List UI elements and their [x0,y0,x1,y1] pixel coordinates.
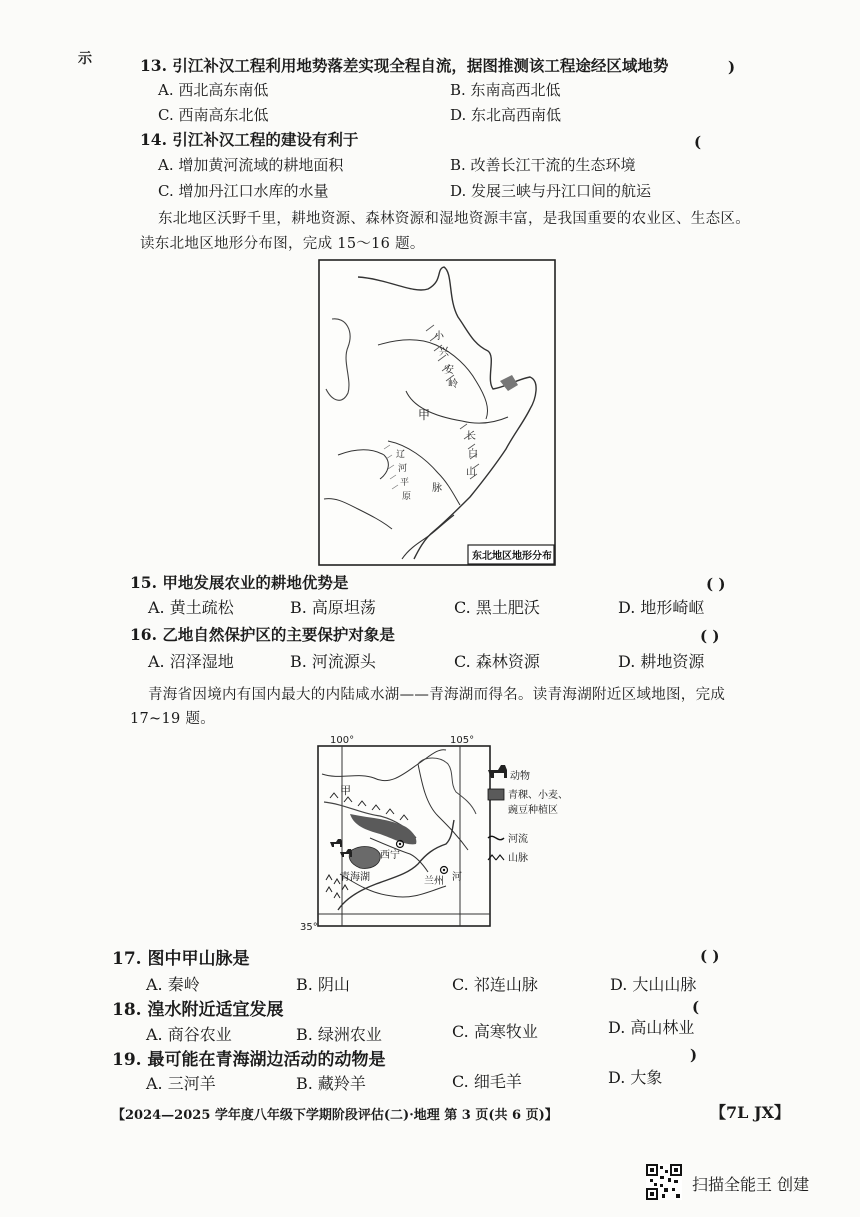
q19-option-c[interactable]: C. 细毛羊 [452,1072,522,1091]
q13-option-a[interactable]: A. 西北高东南低 [158,81,269,99]
q17-option-c[interactable]: C. 祁连山脉 [452,975,538,994]
q15-answer-paren: ( ) [706,575,726,593]
map2-label-xining: 西宁 [380,850,400,861]
corner-mark: 示 [78,51,92,67]
qr-code-icon [646,1164,682,1200]
page-footer: 【2024—2025 学年度八年级下学期阶段评估(二)·地理 第 3 页(共 6 页)】 [112,1108,558,1123]
q18-option-d[interactable]: D. 高山林业 [608,1018,695,1037]
legend-crop-icon [488,789,504,800]
q16-answer-paren: ( ) [700,627,720,645]
map1-caption: 东北地区地形分布 [472,551,552,562]
q16-option-b[interactable]: B. 河流源头 [290,652,376,671]
q19-answer-paren: ) [690,1046,698,1064]
paper-code: 【7L JX】 [710,1103,790,1122]
map2-label-jia: 甲 [340,784,351,797]
map2-label-qinghaihu: 青海湖 [340,872,370,883]
map1-label-xiao: 小 [434,331,444,342]
q19-option-a[interactable]: A. 三河羊 [146,1074,216,1093]
q14-option-c[interactable]: C. 增加丹江口水库的水量 [158,182,329,200]
q14-option-b[interactable]: B. 改善长江干流的生态环境 [450,156,636,174]
q17-option-b[interactable]: B. 阴山 [296,975,350,994]
q14-stem: 14. 引江补汉工程的建设有利于 [140,130,359,149]
map2-lon-100: 100° [330,735,355,746]
q18-option-a[interactable]: A. 商谷农业 [146,1025,232,1044]
legend-animal-label: 动物 [510,771,530,782]
map1-label-yuan: 原 [402,492,412,502]
northeast-terrain-map [318,259,556,566]
q17-answer-paren: ( ) [700,947,720,965]
map2-lat-35: 35° [300,922,318,933]
intro-northeast-line1: 东北地区沃野千里，耕地资源、森林资源和湿地资源丰富，是我国重要的农业区、生态区。 [158,211,750,227]
q15-option-d[interactable]: D. 地形崎岖 [618,598,705,617]
map1-label-mai: 脉 [432,483,442,494]
q15-stem: 15. 甲地发展农业的耕地优势是 [130,573,349,592]
map1-label-bai: 白 [468,449,478,460]
map1-label-he: 河 [398,464,408,474]
q18-stem: 18. 湟水附近适宜发展 [112,1000,284,1020]
q13-option-d[interactable]: D. 东北高西南低 [450,106,562,124]
q14-option-a[interactable]: A. 增加黄河流域的耕地面积 [158,156,344,174]
q19-option-d[interactable]: D. 大象 [608,1068,663,1087]
q16-option-d[interactable]: D. 耕地资源 [618,652,705,671]
q17-stem: 17. 图中甲山脉是 [112,949,250,969]
map1-label-chang: 长 [466,431,476,442]
q18-option-c[interactable]: C. 高寒牧业 [452,1022,538,1041]
scanner-watermark [646,1164,846,1200]
q13-option-b[interactable]: B. 东南高西北低 [450,81,561,99]
map1-label-jia: 甲 [418,408,431,422]
map2-legend [488,765,568,864]
q13-stem: 13. 引江补汉工程利用地势落差实现全程自流，据图推测该工程途经区域地势 [140,56,669,75]
q13-answer-paren: ) [728,58,736,76]
q19-stem: 19. 最可能在青海湖边活动的动物是 [112,1050,386,1070]
intro-qinghai-line2: 17~19 题。 [130,711,216,727]
intro-northeast-line2: 读东北地区地形分布图，完成 15～16 题。 [140,236,425,252]
q14-answer-paren: ( [694,133,702,151]
q13-option-c[interactable]: C. 西南高东北低 [158,106,269,124]
map1-label-an: 安 [444,365,454,376]
legend-animal-icon [488,765,507,778]
legend-mountain-label: 山脉 [508,853,528,864]
legend-river-label: 河流 [508,834,528,845]
q18-answer-paren: ( [692,998,700,1016]
map2-lon-105: 105° [450,735,475,746]
q14-option-d[interactable]: D. 发展三峡与丹江口间的航运 [450,182,652,200]
q19-option-b[interactable]: B. 藏羚羊 [296,1074,366,1093]
intro-qinghai-line1: 青海省因境内有国内最大的内陆咸水湖——青海湖而得名。读青海湖附近区域地图，完成 [148,687,726,703]
map1-label-xing: 兴 [439,347,449,358]
q15-option-c[interactable]: C. 黑土肥沃 [454,598,540,617]
q15-option-b[interactable]: B. 高原坦荡 [290,598,376,617]
watermark-text: 扫描全能王 创建 [692,1175,810,1194]
map1-label-liao: 辽 [396,450,406,460]
q16-stem: 16. 乙地自然保护区的主要保护对象是 [130,625,395,644]
map1-label-ling: 岭 [448,379,458,390]
legend-crop-label-2: 豌豆种植区 [508,805,558,816]
q16-option-c[interactable]: C. 森林资源 [454,652,540,671]
map1-label-shan: 山 [466,467,476,478]
q18-option-b[interactable]: B. 绿洲农业 [296,1025,382,1044]
map1-label-ping: 平 [400,478,410,488]
q16-option-a[interactable]: A. 沼泽湿地 [148,652,234,671]
q17-option-d[interactable]: D. 大山山脉 [610,975,697,994]
map2-label-lanzhou: 兰州 [424,876,444,887]
legend-crop-label-1: 青稞、小麦、 [508,790,568,801]
qinghai-region-map [300,734,568,940]
q17-option-a[interactable]: A. 秦岭 [146,975,200,994]
q15-option-a[interactable]: A. 黄土疏松 [148,598,234,617]
map2-label-he: 河 [452,872,462,883]
